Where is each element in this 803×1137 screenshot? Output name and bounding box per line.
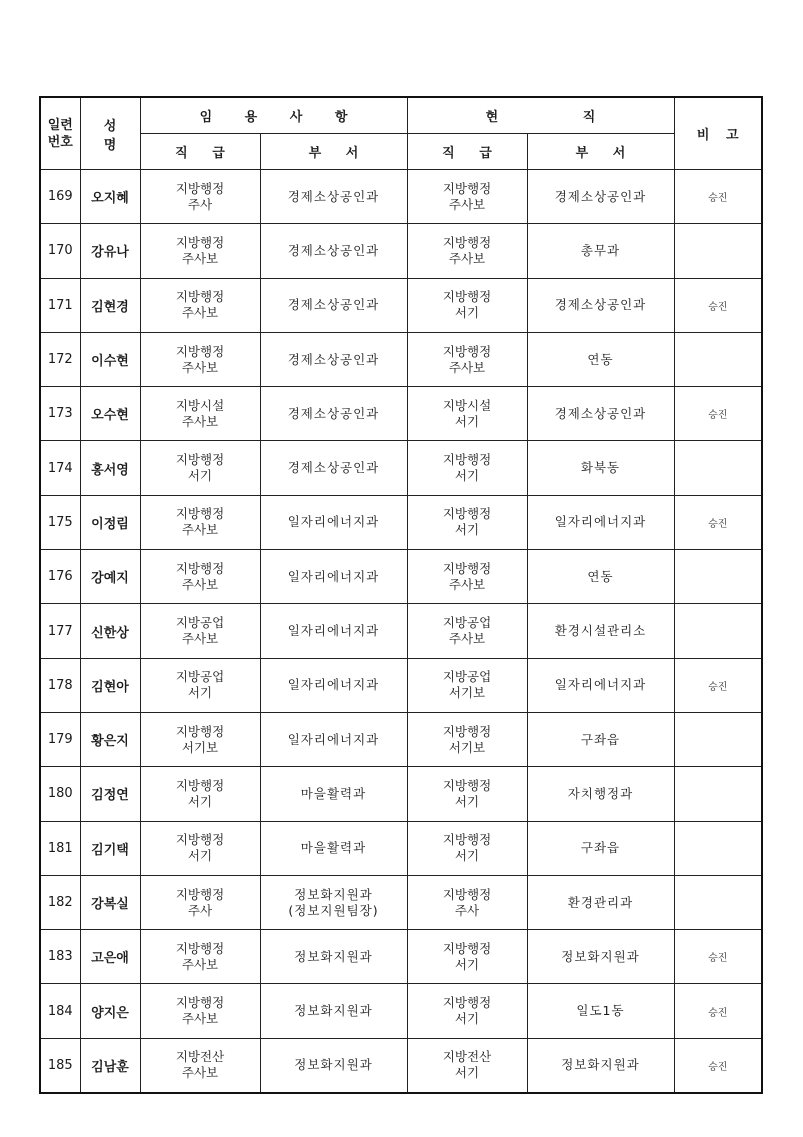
- new-department-cell: 마을활력과: [260, 767, 407, 821]
- remarks-cell: 승진: [674, 1038, 762, 1092]
- new-department-cell: 경제소상공인과: [260, 170, 407, 224]
- new-grade-cell: 지방행정 서기: [140, 767, 260, 821]
- employee-name-cell: 강예지: [80, 550, 140, 604]
- header-current-position: 현 직: [407, 97, 674, 134]
- employee-name-cell: 김남훈: [80, 1038, 140, 1092]
- current-grade-cell: 지방행정 서기: [407, 495, 527, 549]
- new-department-cell: 일자리에너지과: [260, 712, 407, 766]
- new-department-cell: 일자리에너지과: [260, 604, 407, 658]
- employee-name-cell: 오수현: [80, 387, 140, 441]
- remarks-cell: 승진: [674, 495, 762, 549]
- table-row: [40, 278, 762, 332]
- remarks-cell: 승진: [674, 930, 762, 984]
- remarks-cell: [674, 875, 762, 929]
- new-department-cell: 일자리에너지과: [260, 550, 407, 604]
- current-grade-cell: 지방행정 주사보: [407, 550, 527, 604]
- current-grade-cell: 지방행정 서기: [407, 821, 527, 875]
- table-row: [40, 441, 762, 495]
- employee-name-cell: 홍서영: [80, 441, 140, 495]
- employee-name-cell: 김기택: [80, 821, 140, 875]
- header-name: 성 명: [80, 97, 140, 170]
- employee-name-cell: 이수현: [80, 332, 140, 386]
- table-row: [40, 332, 762, 386]
- current-grade-cell: 지방행정 서기: [407, 984, 527, 1038]
- table-row: [40, 550, 762, 604]
- current-department-cell: 총무과: [527, 224, 674, 278]
- personnel-table-sheet: [39, 96, 763, 1094]
- employee-name-cell: 신한상: [80, 604, 140, 658]
- row-number-cell: 179: [40, 712, 80, 766]
- remarks-cell: 승진: [674, 387, 762, 441]
- current-grade-cell: 지방행정 주사보: [407, 170, 527, 224]
- table-row: [40, 604, 762, 658]
- current-department-cell: 자치행정과: [527, 767, 674, 821]
- current-department-cell: 정보화지원과: [527, 1038, 674, 1092]
- row-number-cell: 177: [40, 604, 80, 658]
- row-number-cell: 175: [40, 495, 80, 549]
- new-department-cell: 일자리에너지과: [260, 495, 407, 549]
- employee-name-cell: 강복실: [80, 875, 140, 929]
- table-row: [40, 984, 762, 1038]
- new-grade-cell: 지방시설 주사보: [140, 387, 260, 441]
- employee-name-cell: 양지은: [80, 984, 140, 1038]
- remarks-cell: [674, 767, 762, 821]
- new-grade-cell: 지방행정 주사보: [140, 984, 260, 1038]
- table-row: [40, 658, 762, 712]
- employee-name-cell: 오지혜: [80, 170, 140, 224]
- new-grade-cell: 지방행정 주사: [140, 170, 260, 224]
- current-grade-cell: 지방행정 주사보: [407, 332, 527, 386]
- employee-name-cell: 강유나: [80, 224, 140, 278]
- new-grade-cell: 지방행정 주사: [140, 875, 260, 929]
- current-department-cell: 환경시설관리소: [527, 604, 674, 658]
- row-number-cell: 184: [40, 984, 80, 1038]
- new-department-cell: 정보화지원과: [260, 930, 407, 984]
- current-grade-cell: 지방행정 서기: [407, 441, 527, 495]
- current-grade-cell: 지방행정 서기: [407, 278, 527, 332]
- current-grade-cell: 지방행정 주사: [407, 875, 527, 929]
- employee-name-cell: 황은지: [80, 712, 140, 766]
- new-grade-cell: 지방행정 주사보: [140, 224, 260, 278]
- new-grade-cell: 지방행정 주사보: [140, 550, 260, 604]
- new-grade-cell: 지방행정 서기: [140, 821, 260, 875]
- header-current-dept: 부 서: [527, 134, 674, 170]
- new-grade-cell: 지방행정 주사보: [140, 278, 260, 332]
- header-remarks: 비 고: [674, 97, 762, 170]
- new-department-cell: 일자리에너지과: [260, 658, 407, 712]
- row-number-cell: 174: [40, 441, 80, 495]
- current-grade-cell: 지방행정 서기보: [407, 712, 527, 766]
- table-row: [40, 930, 762, 984]
- table-row: [40, 495, 762, 549]
- current-grade-cell: 지방행정 주사보: [407, 224, 527, 278]
- table-body: [40, 170, 762, 1093]
- row-number-cell: 182: [40, 875, 80, 929]
- remarks-cell: 승진: [674, 170, 762, 224]
- table-row: [40, 387, 762, 441]
- personnel-appointment-table: [39, 96, 763, 1094]
- remarks-cell: 승진: [674, 984, 762, 1038]
- new-department-cell: 마을활력과: [260, 821, 407, 875]
- table-row: [40, 821, 762, 875]
- new-department-cell: 경제소상공인과: [260, 441, 407, 495]
- new-grade-cell: 지방행정 주사보: [140, 495, 260, 549]
- current-grade-cell: 지방전산 서기: [407, 1038, 527, 1092]
- employee-name-cell: 고은애: [80, 930, 140, 984]
- remarks-cell: [674, 550, 762, 604]
- current-department-cell: 일자리에너지과: [527, 495, 674, 549]
- header-current-grade: 직 급: [407, 134, 527, 170]
- current-grade-cell: 지방행정 서기: [407, 767, 527, 821]
- current-department-cell: 경제소상공인과: [527, 170, 674, 224]
- new-grade-cell: 지방행정 주사보: [140, 930, 260, 984]
- current-department-cell: 환경관리과: [527, 875, 674, 929]
- row-number-cell: 170: [40, 224, 80, 278]
- current-department-cell: 구좌읍: [527, 712, 674, 766]
- row-number-cell: 183: [40, 930, 80, 984]
- current-grade-cell: 지방행정 서기: [407, 930, 527, 984]
- new-department-cell: 경제소상공인과: [260, 278, 407, 332]
- remarks-cell: [674, 712, 762, 766]
- row-number-cell: 171: [40, 278, 80, 332]
- row-number-cell: 178: [40, 658, 80, 712]
- remarks-cell: [674, 332, 762, 386]
- new-grade-cell: 지방공업 서기: [140, 658, 260, 712]
- new-grade-cell: 지방전산 주사보: [140, 1038, 260, 1092]
- table-row: [40, 712, 762, 766]
- row-number-cell: 185: [40, 1038, 80, 1092]
- current-department-cell: 화북동: [527, 441, 674, 495]
- row-number-cell: 176: [40, 550, 80, 604]
- new-department-cell: 정보화지원과: [260, 984, 407, 1038]
- new-department-cell: 경제소상공인과: [260, 332, 407, 386]
- new-department-cell: 경제소상공인과: [260, 387, 407, 441]
- remarks-cell: [674, 821, 762, 875]
- table-row: [40, 170, 762, 224]
- row-number-cell: 173: [40, 387, 80, 441]
- remarks-cell: 승진: [674, 278, 762, 332]
- employee-name-cell: 김정연: [80, 767, 140, 821]
- table-row: [40, 224, 762, 278]
- employee-name-cell: 김현아: [80, 658, 140, 712]
- current-department-cell: 경제소상공인과: [527, 387, 674, 441]
- table-row: [40, 875, 762, 929]
- remarks-cell: [674, 604, 762, 658]
- employee-name-cell: 김현경: [80, 278, 140, 332]
- header-new-grade: 직 급: [140, 134, 260, 170]
- current-department-cell: 일자리에너지과: [527, 658, 674, 712]
- header-serial-number: 일련 번호: [40, 97, 80, 170]
- row-number-cell: 180: [40, 767, 80, 821]
- current-department-cell: 일도1동: [527, 984, 674, 1038]
- current-department-cell: 연동: [527, 550, 674, 604]
- row-number-cell: 181: [40, 821, 80, 875]
- new-grade-cell: 지방행정 서기보: [140, 712, 260, 766]
- new-department-cell: 경제소상공인과: [260, 224, 407, 278]
- table-row: [40, 767, 762, 821]
- header-appointment: 임 용 사 항: [140, 97, 407, 134]
- remarks-cell: 승진: [674, 658, 762, 712]
- current-department-cell: 구좌읍: [527, 821, 674, 875]
- current-grade-cell: 지방공업 주사보: [407, 604, 527, 658]
- header-new-dept: 부 서: [260, 134, 407, 170]
- current-department-cell: 정보화지원과: [527, 930, 674, 984]
- new-department-cell: 정보화지원과 (정보지원팀장): [260, 875, 407, 929]
- new-department-cell: 정보화지원과: [260, 1038, 407, 1092]
- new-grade-cell: 지방행정 서기: [140, 441, 260, 495]
- current-department-cell: 경제소상공인과: [527, 278, 674, 332]
- current-grade-cell: 지방시설 서기: [407, 387, 527, 441]
- current-department-cell: 연동: [527, 332, 674, 386]
- new-grade-cell: 지방공업 주사보: [140, 604, 260, 658]
- table-row: [40, 1038, 762, 1092]
- new-grade-cell: 지방행정 주사보: [140, 332, 260, 386]
- row-number-cell: 169: [40, 170, 80, 224]
- remarks-cell: [674, 441, 762, 495]
- current-grade-cell: 지방공업 서기보: [407, 658, 527, 712]
- row-number-cell: 172: [40, 332, 80, 386]
- remarks-cell: [674, 224, 762, 278]
- employee-name-cell: 이정림: [80, 495, 140, 549]
